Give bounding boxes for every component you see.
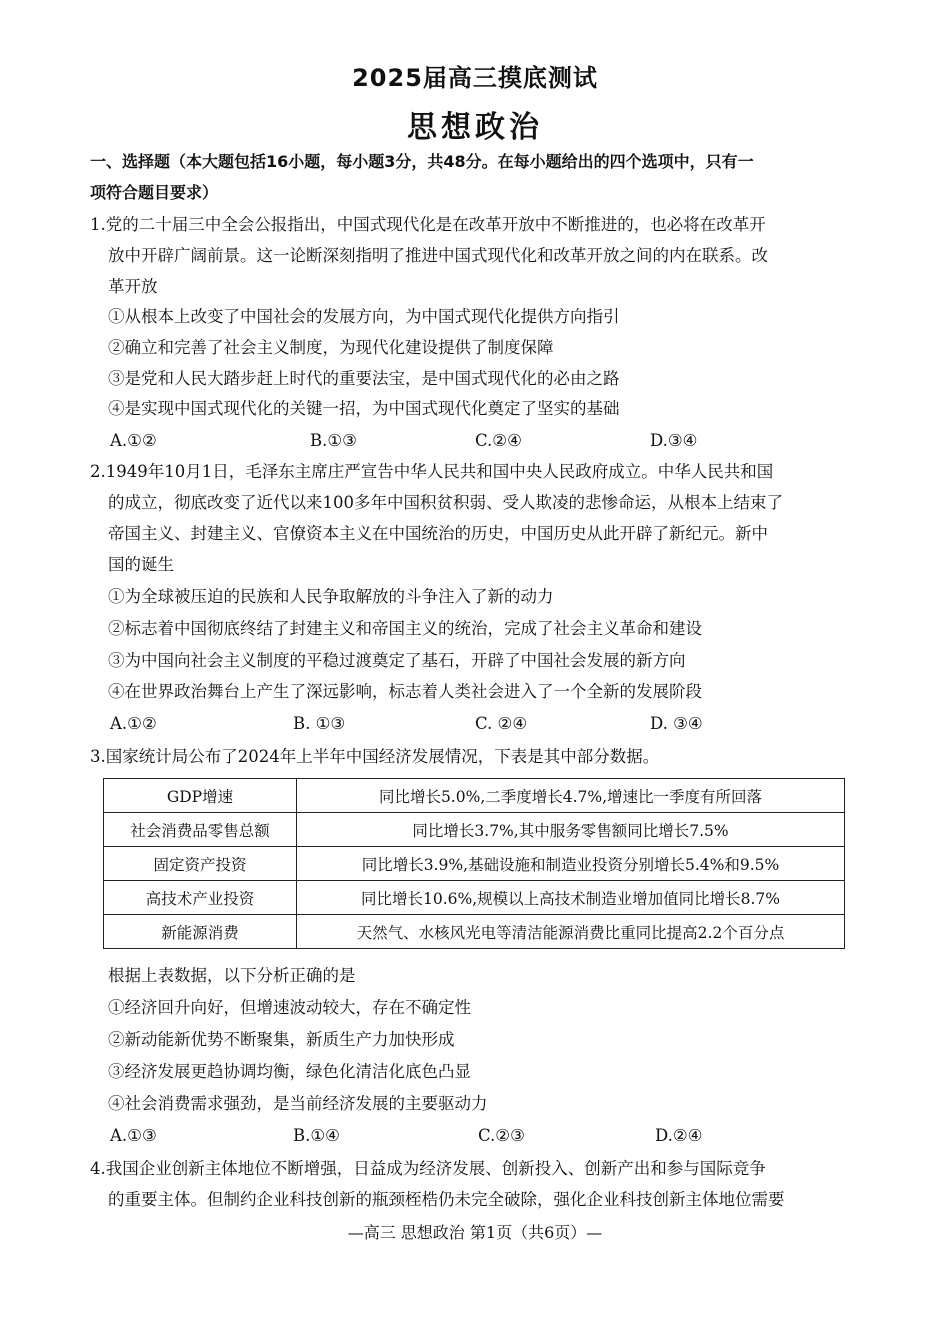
table-row [104,813,845,847]
q1-item-2: ②确立和完善了社会主义制度，为现代化建设提供了制度保障 [108,338,554,357]
q2-item-1: ①为全球被压迫的民族和人民争取解放的斗争注入了新的动力 [108,587,554,606]
table-cell-value: 同比增长10.6%,规模以上高技术制造业增加值同比增长8.7% [297,881,845,915]
table-cell-label: 新能源消费 [104,915,297,949]
q2-stem-line4: 国的诞生 [108,555,174,574]
q1-item-4: ④是实现中国式现代化的关键一招，为中国式现代化奠定了坚实的基础 [108,399,620,418]
q2-item-4: ④在世界政治舞台上产生了深远影响，标志着人类社会进入了一个全新的发展阶段 [108,682,702,701]
table-cell-label: 固定资产投资 [104,847,297,881]
q1-option-b: B.①③ [310,431,357,450]
table-cell-value: 同比增长3.7%,其中服务零售额同比增长7.5% [297,813,845,847]
section-heading-line1: 一、选择题（本大题包括16小题，每小题3分，共48分。在每小题给出的四个选项中，只有一 [90,152,754,171]
q3-item-3: ③经济发展更趋协调均衡，绿色化清洁化底色凸显 [108,1062,471,1081]
q2-option-b: B. ①③ [293,714,346,733]
table-row [104,779,845,813]
page-footer: —高三 思想政治 第1页（共6页）— [347,1223,603,1242]
q1-option-c: C.②④ [475,431,522,450]
table-row [104,915,845,949]
q2-option-d: D. ③④ [650,714,703,733]
q1-stem-line2: 放中开辟广阔前景。这一论断深刻指明了推进中国式现代化和改革开放之间的内在联系。改 [108,246,768,265]
q1-item-1: ①从根本上改变了中国社会的发展方向，为中国式现代化提供方向指引 [108,307,620,326]
table-cell-label: 高技术产业投资 [104,881,297,915]
q1-item-3: ③是党和人民大踏步赶上时代的重要法宝，是中国式现代化的必由之路 [108,369,620,388]
q2-stem-line2: 的成立，彻底改变了近代以来100多年中国积贫积弱、受人欺凌的悲惨命运，从根本上结束了 [108,493,783,512]
q3-option-d: D.②④ [655,1126,703,1145]
q2-item-3: ③为中国向社会主义制度的平稳过渡奠定了基石，开辟了中国社会发展的新方向 [108,651,686,670]
q2-option-a: A.①② [110,714,157,733]
q2-stem-line1: 2.1949年10月1日，毛泽东主席庄严宣告中华人民共和国中央人民政府成立。中华人民共和国 [90,462,774,481]
table-cell-value: 天然气、水核风光电等清洁能源消费比重同比提高2.2个百分点 [297,915,845,949]
q3-option-a: A.①③ [110,1126,157,1145]
q1-option-a: A.①② [110,431,157,450]
q4-stem-line1: 4.我国企业创新主体地位不断增强，日益成为经济发展、创新投入、创新产出和参与国际竞争 [90,1159,766,1178]
table-cell-value: 同比增长5.0%,二季度增长4.7%,增速比一季度有所回落 [297,779,845,813]
q4-stem-line2: 的重要主体。但制约企业科技创新的瓶颈桎梏仍未完全破除，强化企业科技创新主体地位需要 [108,1190,785,1209]
q2-option-c: C. ②④ [475,714,528,733]
q1-option-d: D.③④ [650,431,698,450]
q3-option-b: B.①④ [293,1126,340,1145]
subject-title: 思想政治 [407,110,543,145]
q3-stem: 3.国家统计局公布了2024年上半年中国经济发展情况，下表是其中部分数据。 [90,747,660,766]
q3-data-table [103,778,845,949]
q1-stem-line3: 革开放 [108,277,158,296]
table-row [104,881,845,915]
table-cell-label: GDP增速 [104,779,297,813]
q3-item-4: ④社会消费需求强劲，是当前经济发展的主要驱动力 [108,1094,488,1113]
q3-item-2: ②新动能新优势不断聚集，新质生产力加快形成 [108,1030,455,1049]
q2-item-2: ②标志着中国彻底终结了封建主义和帝国主义的统治，完成了社会主义革命和建设 [108,619,702,638]
q1-stem-line1: 1.党的二十届三中全会公报指出，中国式现代化是在改革开放中不断推进的，也必将在改革开 [90,215,766,234]
q3-prompt: 根据上表数据，以下分析正确的是 [108,966,356,985]
exam-title: 2025届高三摸底测试 [352,64,598,92]
table-cell-value: 同比增长3.9%,基础设施和制造业投资分别增长5.4%和9.5% [297,847,845,881]
section-heading-line2: 项符合题目要求） [90,183,219,202]
q3-option-c: C.②③ [478,1126,525,1145]
table-cell-label: 社会消费品零售总额 [104,813,297,847]
q2-stem-line3: 帝国主义、封建主义、官僚资本主义在中国统治的历史，中国历史从此开辟了新纪元。新中 [108,524,768,543]
q3-item-1: ①经济回升向好，但增速波动较大，存在不确定性 [108,998,471,1017]
table-row [104,847,845,881]
